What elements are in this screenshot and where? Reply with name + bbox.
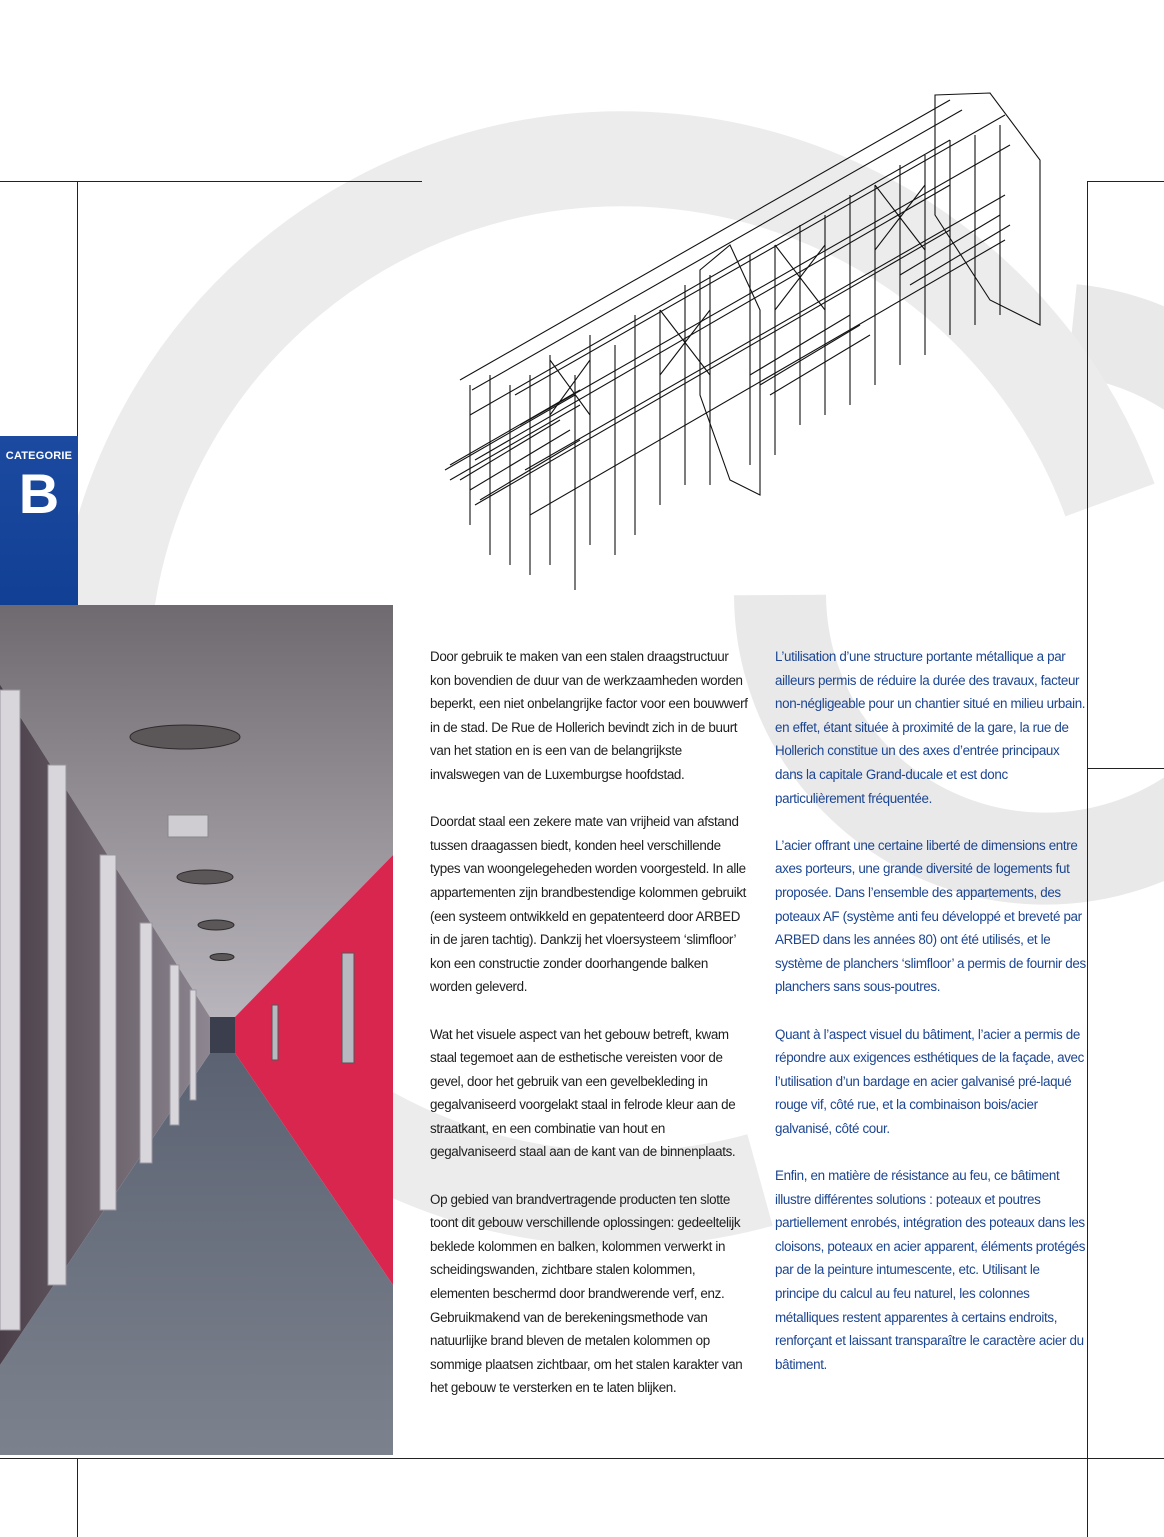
french-paragraph-2: L’acier offrant une certaine liberté de dimensions entre axes porteurs, une grande diversité de logements fut proposée. Dans l’ensemble des appartements, des poteaux AF (système anti feu développé et breveté par ARBED dans les années 80) ont été utilisés, et le système de planchers ‘slimfloor’ a permis de fournir des planchers sans sous-poutres. xyxy=(775,837,1086,995)
dutch-paragraph-4: Op gebied van brandvertragende producten ten slotte toont dit gebouw verschillende oplossingen: gedeeltelijk beklede kolommen en balken, kolommen verwerkt in scheidingswanden, zichtbare stalen kolommen, elementen beschermd door brandwerende verf, enz. Gebruikmakend van de berekeningsmethode van natuurlijke brand bleven de metalen kolommen op sommige plaatsen zichtbaar, om het stalen karakter van het gebouw te versterken en te laten blijken. xyxy=(430,1191,743,1396)
left-rule-top xyxy=(77,181,78,436)
dutch-paragraph-1: Door gebruik te maken van een stalen draagstructuur kon bovendien de duur van de werkzaamheden worden beperkt, een niet onbelangrijke factor voor een bouwwerf in de stad. De Rue de Hollerich bevindt zich in de buurt van het station en is een van de belangrijkste invalswegen van de Luxemburgse hoofdstad. xyxy=(430,649,748,782)
right-rule-middle xyxy=(1087,768,1164,769)
dutch-text-column xyxy=(430,645,748,1424)
corridor-photo xyxy=(0,605,393,1455)
right-vertical-rule xyxy=(1087,181,1088,1537)
french-paragraph-4: Enfin, en matière de résistance au feu, ce bâtiment illustre différentes solutions : poteaux et poutres partiellement enrobés, intégration des poteaux dans les cloisons, poteaux en acier apparent, éléments protégés par de la peinture intumescente, etc. Utilisant le principe du calcul au feu naturel, les colonnes métalliques restent apparentes à certains endroits, renforçant et laissant transparaître le caractère acier du bâtiment. xyxy=(775,1168,1086,1372)
dutch-paragraph-3: Wat het visuele aspect van het gebouw betreft, kwam staal tegemoet aan de esthetische vereisten voor de gevel, door het gebruik van een gevelbekleding in gegalvaniseerd voorgelakt staal in felrode kleur aan de straatkant, en een combinatie van hout en gegalvaniseerd staal aan de kant van de binnenplaats. xyxy=(430,1026,736,1160)
left-rule-bottom xyxy=(77,1458,78,1537)
french-text-column xyxy=(775,645,1087,1400)
top-rule-left xyxy=(0,181,422,182)
french-paragraph-3: Quant à l’aspect visuel du bâtiment, l’acier a permis de répondre aux exigences esthétiques de la façade, avec l’utilisation d’un bardage en acier galvanisé pré-laqué rouge vif, côté rue, et la combinaison bois/acier galvanisé, côté cour. xyxy=(775,1026,1084,1136)
bottom-rule xyxy=(0,1458,1164,1459)
steel-structure-drawing xyxy=(430,85,1070,595)
right-rule-top xyxy=(1087,181,1164,182)
dutch-paragraph-2: Doordat staal een zekere mate van vrijheid van afstand tussen draagassen biedt, konden heel verschillende types van woongelegeheden worden voorgesteld. In alle appartementen zijn brandbestendige kolommen gebruikt (een systeem ontwikkeld en gepatenteerd door ARBED in de jaren tachtig). Dankzij het vloersysteem ‘slimfloor’ kon een constructie zonder doorhangende balken worden geleverd. xyxy=(430,814,747,995)
category-letter: B xyxy=(18,462,60,525)
french-paragraph-1: L’utilisation d’une structure portante métallique a par ailleurs permis de réduire la durée des travaux, facteur non-négligeable pour un chantier situé en milieu urbain. en effet, étant située à proximité de la gare, la rue de Hollerich constitue un des axes d’entrée principaux dans la capitale Grand-ducale et est donc particulièrement fréquentée. xyxy=(775,649,1086,806)
category-label: CATEGORIE xyxy=(5,450,73,462)
